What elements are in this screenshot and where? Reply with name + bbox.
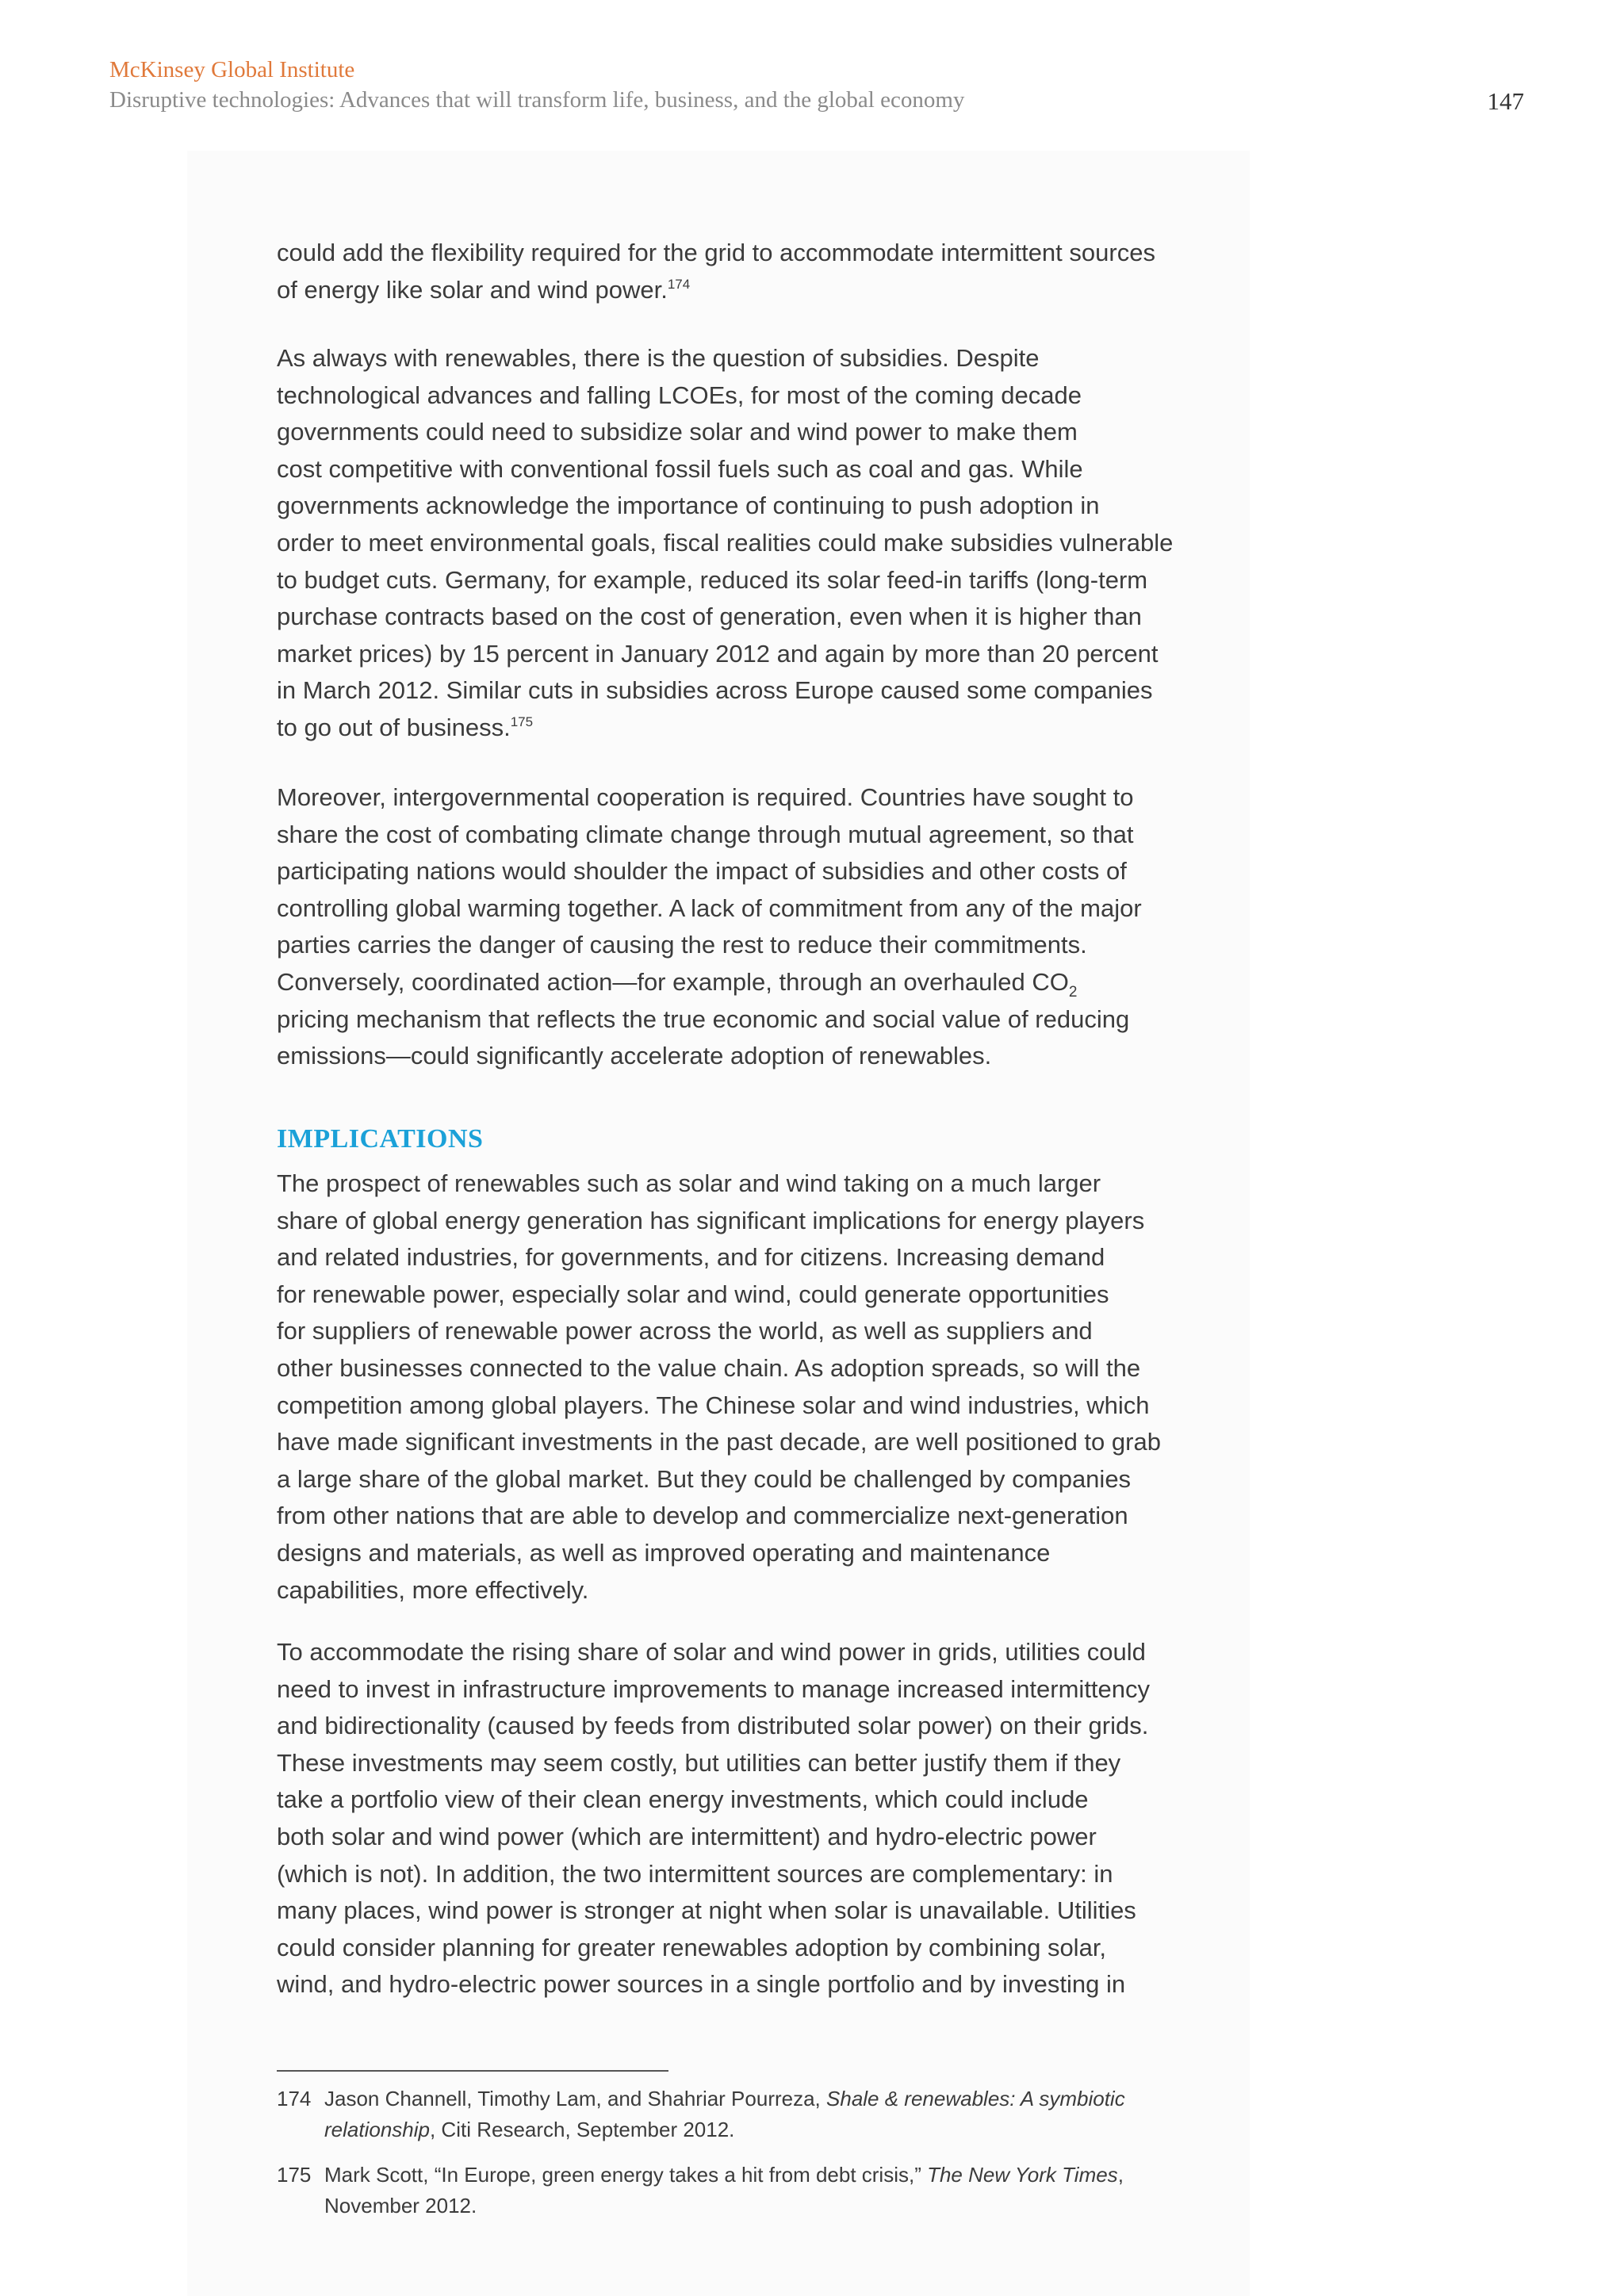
paragraph-line: Moreover, intergovernmental cooperation is required. Countries have sought to: [277, 783, 1134, 811]
footnote-174: [277, 2084, 1260, 2145]
paragraph-line: governments acknowledge the importance of continuing to push adoption in: [277, 492, 1100, 520]
footnote-number: 174: [277, 2087, 312, 2110]
paragraph-line: could consider planning for greater renewables adoption by combining solar,: [277, 1933, 1107, 1961]
paragraph-line: wind, and hydro-electric power sources in a single portfolio and by investing in: [277, 1970, 1126, 1999]
paragraph-line: could add the flexibility required for the grid to accommodate intermittent sources: [277, 239, 1155, 266]
paragraph-line: technological advances and falling LCOEs, for most of the coming decade: [277, 381, 1082, 409]
paragraph-line: The prospect of renewables such as solar and wind taking on a much larger: [277, 1169, 1101, 1197]
paragraph-line: share of global energy generation has significant implications for energy players: [277, 1206, 1145, 1234]
paragraph-line: other businesses connected to the value chain. As adoption spreads, so will the: [277, 1353, 1141, 1382]
paragraph-line: designs and materials, as well as improved operating and maintenance: [277, 1538, 1051, 1567]
paragraph-line: for renewable power, especially solar and wind, could generate opportunities: [277, 1280, 1109, 1308]
paragraph-line: a large share of the global market. But they could be challenged by companies: [277, 1464, 1132, 1493]
paragraph-line: participating nations would shoulder the impact of subsidies and other costs of: [277, 857, 1127, 886]
footnote-text: Jason Channell, Timothy Lam, and Shahriar Pourreza, Shale & renewables: A symbiotic relationship, Citi Research, September 2012.: [324, 2087, 1125, 2141]
paragraph-line: from other nations that are able to develop and commercialize next-generation: [277, 1502, 1128, 1530]
paragraph-line: To accommodate the rising share of solar and wind power in grids, utilities could: [277, 1638, 1146, 1666]
header-subtitle: Disruptive technologies: Advances that will transform life, business, and the global economy: [109, 87, 965, 113]
paragraph-2: [277, 340, 1260, 747]
section-heading: IMPLICATIONS: [277, 1124, 484, 1154]
paragraph-line: governments could need to subsidize solar and wind power to make them: [277, 418, 1078, 446]
paragraph-line: both solar and wind power (which are intermittent) and hydro-electric power: [277, 1822, 1097, 1850]
paragraph-line: Conversely, coordinated action—for example, through an overhauled $CO_2$: [277, 967, 1078, 1001]
paragraph-line: share the cost of combating climate change through mutual agreement, so that: [277, 820, 1134, 848]
paragraph-line: market prices) by 15 percent in January 2012 and again by more than 20 percent: [277, 639, 1159, 668]
paragraph-line: have made significant investments in the past decade, are well positioned to grab: [277, 1428, 1161, 1456]
paragraph-3: [277, 779, 1260, 1075]
paragraph-5: [277, 1634, 1260, 2003]
paragraph-4: [277, 1165, 1260, 1609]
paragraph-1: [277, 235, 1260, 308]
paragraph-line: need to invest in infrastructure improvements to manage increased intermittency: [277, 1674, 1151, 1703]
paragraph-line: and bidirectionality (caused by feeds from distributed solar power) on their grids.: [277, 1712, 1149, 1740]
paragraph-line: for suppliers of renewable power across the world, as well as suppliers and: [277, 1317, 1093, 1345]
page-number: 147: [1487, 87, 1524, 115]
paragraph-line: purchase contracts based on the cost of generation, even when it is higher than: [277, 603, 1142, 631]
paragraph-line: of energy like solar and wind power.$^{174}$: [277, 275, 691, 304]
footnote-number: 175: [277, 2163, 312, 2187]
footnote-ref-174[interactable]: 174: [667, 276, 691, 292]
paragraph-line: parties carries the danger of causing the rest to reduce their commitments.: [277, 931, 1087, 959]
footnotes: [277, 2084, 1260, 2236]
co2-subscript: 2: [1068, 983, 1078, 1001]
footnote-ref-175[interactable]: 175: [510, 714, 534, 729]
paragraph-line: in March 2012. Similar cuts in subsidies across Europe caused some companies: [277, 676, 1153, 705]
paragraph-line: to go out of business.$^{175}$: [277, 713, 534, 741]
footnote-divider: [277, 2070, 668, 2072]
paragraph-line: capabilities, more effectively.: [277, 1575, 589, 1604]
header-brand: McKinsey Global Institute: [109, 57, 355, 82]
paragraph-line: competition among global players. The Chinese solar and wind industries, which: [277, 1391, 1150, 1419]
paragraph-line: many places, wind power is stronger at night when solar is unavailable. Utilities: [277, 1896, 1136, 1925]
paragraph-line: pricing mechanism that reflects the true economic and social value of reducing: [277, 1004, 1130, 1033]
paragraph-line: take a portfolio view of their clean energy investments, which could include: [277, 1785, 1089, 1814]
paragraph-line: As always with renewables, there is the question of subsidies. Despite: [277, 344, 1040, 372]
paragraph-line: to budget cuts. Germany, for example, reduced its solar feed-in tariffs (long-term: [277, 565, 1148, 594]
footnote-175: [277, 2160, 1260, 2221]
paragraph-line: and related industries, for governments, and for citizens. Increasing demand: [277, 1243, 1105, 1272]
paragraph-line: controlling global warming together. A lack of commitment from any of the major: [277, 894, 1142, 922]
footnote-text: Mark Scott, “In Europe, green energy takes a hit from debt crisis,” The New York Times, November 2012.: [324, 2163, 1124, 2218]
paragraph-line: (which is not). In addition, the two intermittent sources are complementary: in: [277, 1859, 1113, 1888]
paragraph-line: emissions—could significantly accelerate adoption of renewables.: [277, 1042, 992, 1070]
paragraph-line: order to meet environmental goals, fiscal realities could make subsidies vulnerable: [277, 528, 1174, 557]
paragraph-line: These investments may seem costly, but utilities can better justify them if they: [277, 1748, 1121, 1777]
paragraph-line: cost competitive with conventional fossil fuels such as coal and gas. While: [277, 454, 1083, 483]
